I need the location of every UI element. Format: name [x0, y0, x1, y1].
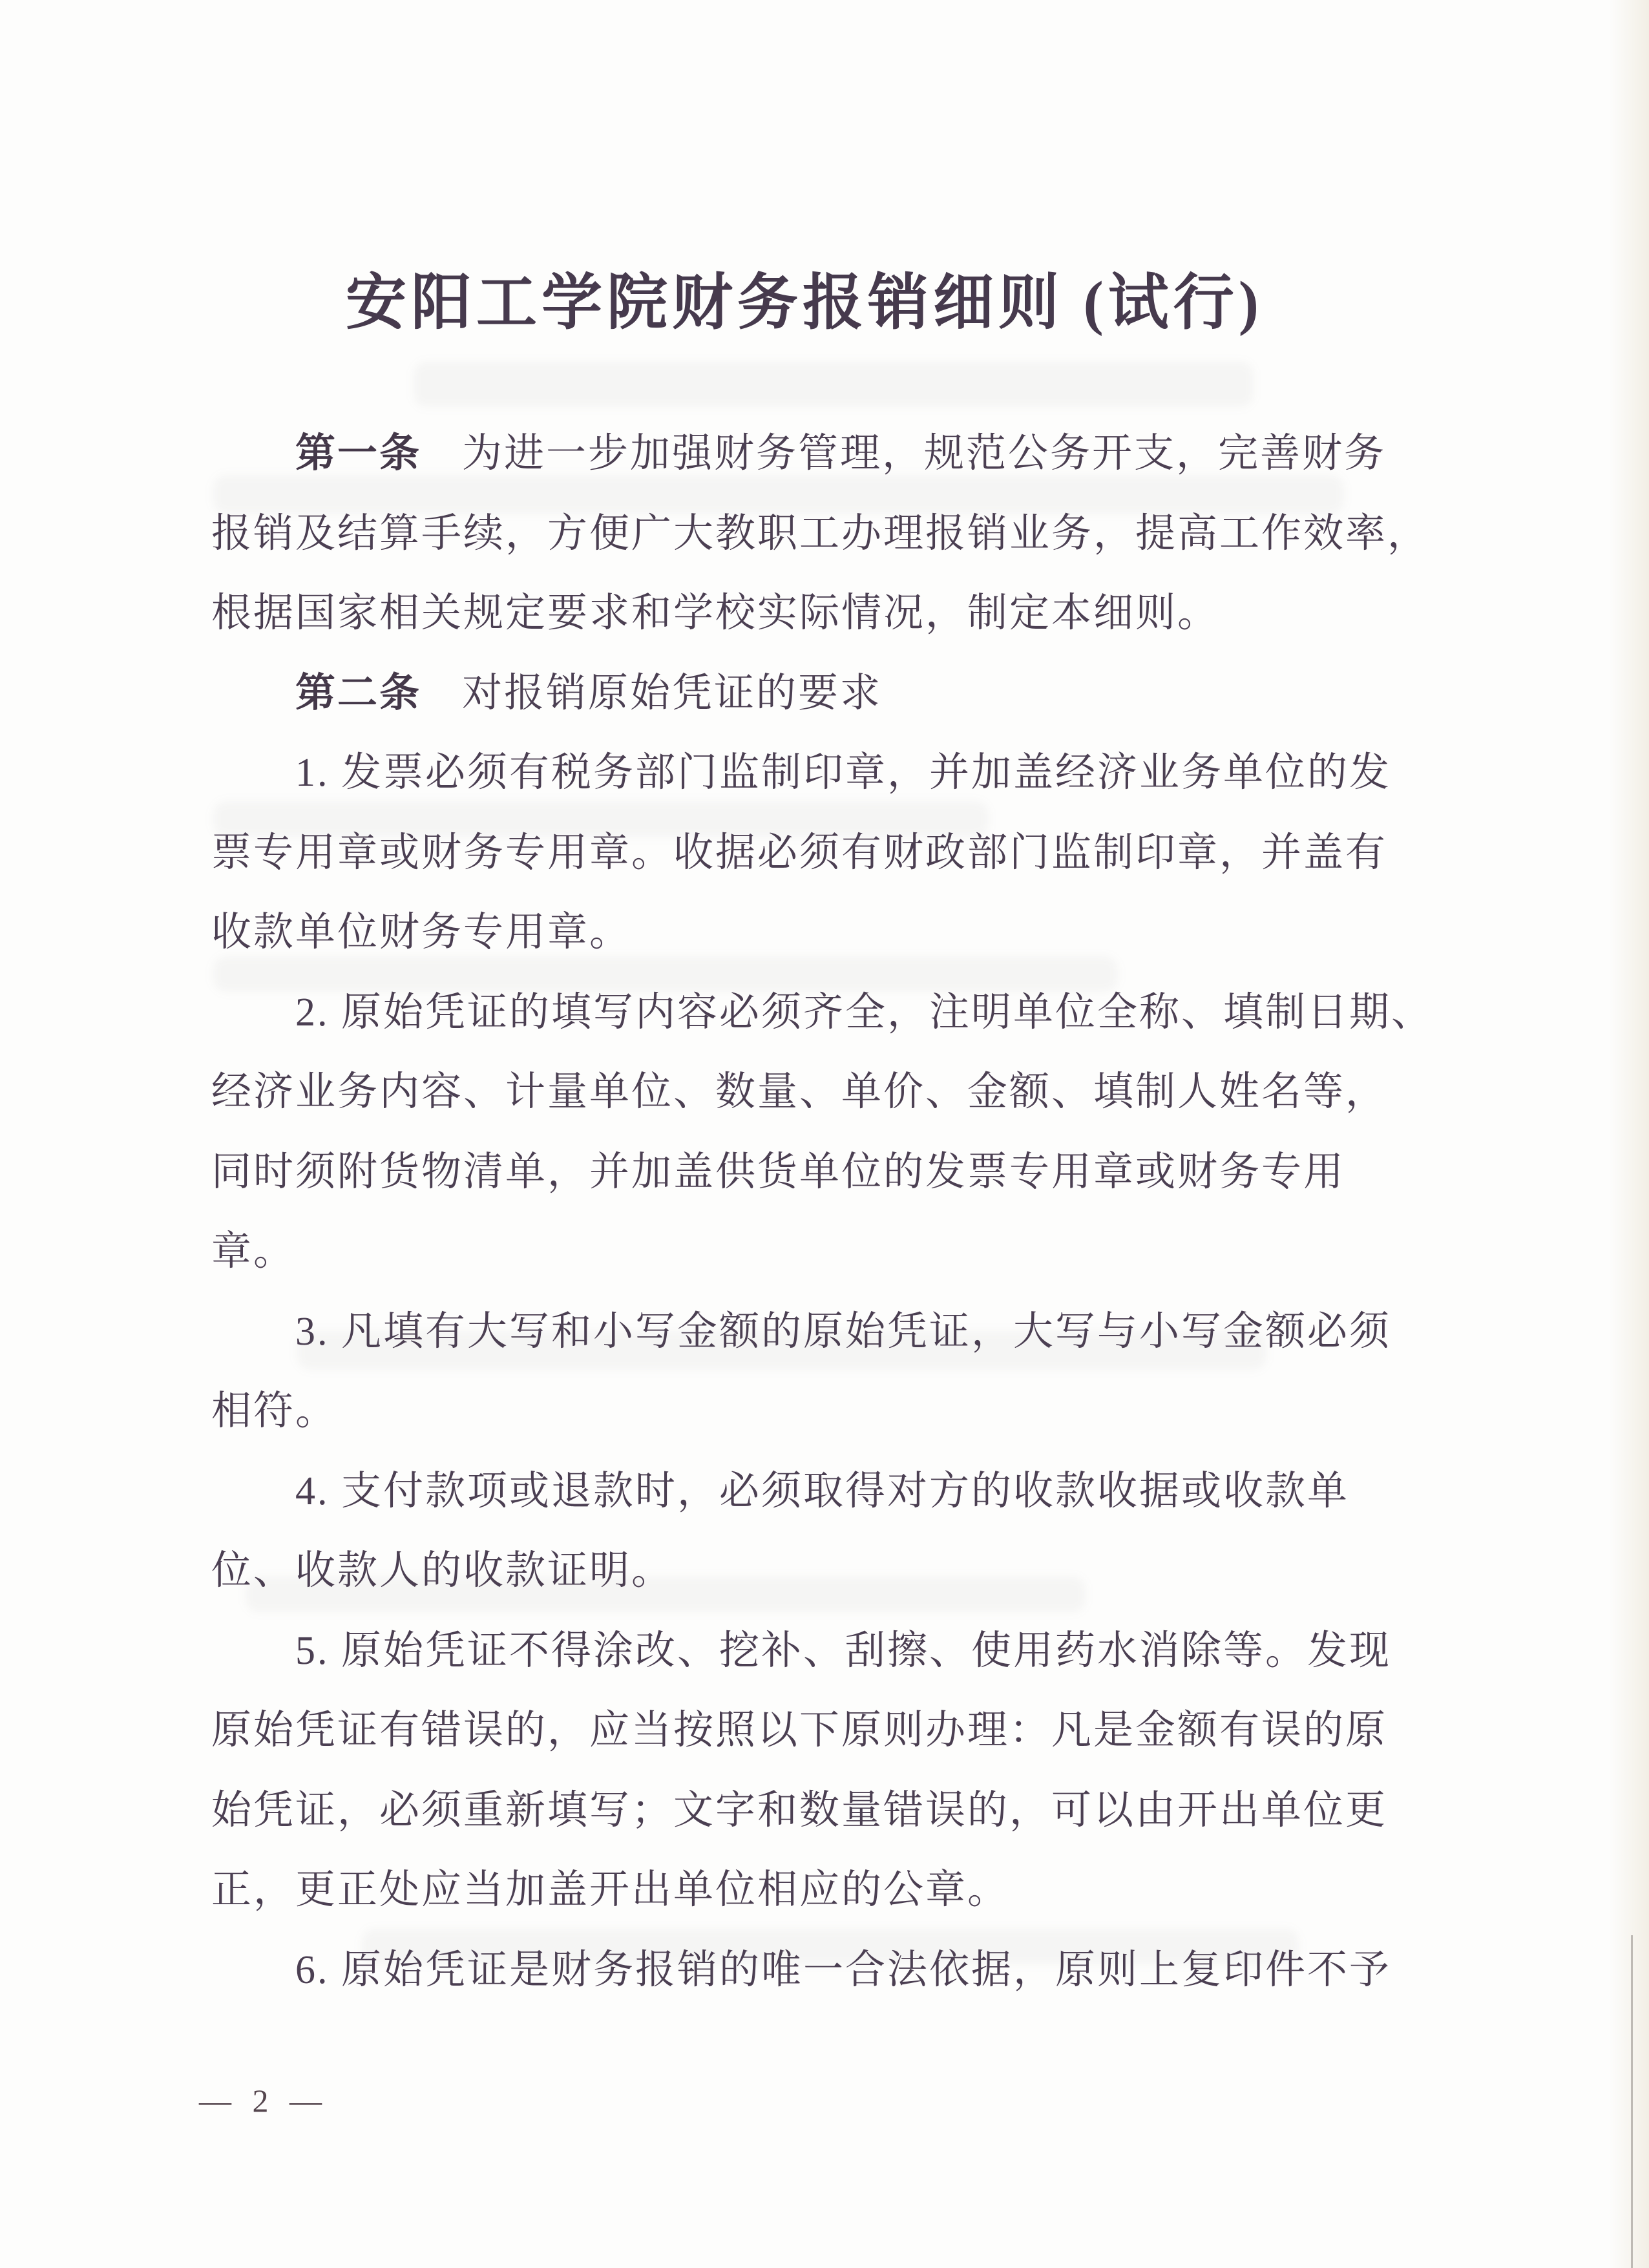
body-line: [211, 1531, 1458, 1612]
document-title: 安阳工学院财务报销细则 (试行): [345, 269, 1264, 337]
body-line: [211, 1212, 1458, 1292]
line-text: 2. 原始凭证的填写内容必须齐全，注明单位全称、填制日期、: [295, 990, 1434, 1034]
body-line: [211, 1372, 1458, 1452]
body-line: [211, 574, 1458, 654]
line-text: 始凭证，必须重新填写；文字和数量错误的，可以由开出单位更: [211, 1788, 1388, 1832]
body-line: [211, 1053, 1458, 1133]
body-line: [211, 1133, 1458, 1213]
line-text: 5. 原始凭证不得涂改、挖补、刮擦、使用药水消除等。发现: [295, 1628, 1392, 1673]
body-line: [211, 1771, 1458, 1851]
line-text: 原始凭证有错误的，应当按照以下原则办理：凡是金额有误的原: [211, 1708, 1388, 1752]
page-edge-line-artifact: [1631, 1935, 1633, 2268]
body-line: [211, 1931, 1458, 2011]
body-line: [211, 893, 1458, 973]
body-line: [211, 1691, 1458, 1771]
line-text: 根据国家相关规定要求和学校实际情况，制定本细则。: [211, 591, 1220, 635]
article-number: 第一条: [295, 432, 422, 476]
line-text: 相符。: [211, 1389, 338, 1433]
body-line: [211, 1452, 1458, 1532]
line-text: 为进一步加强财务管理，规范公务开支，完善财务: [462, 432, 1387, 476]
line-text: 报销及结算手续，方便广大教职工办理报销业务，提高工作效率，: [211, 511, 1430, 556]
body-line: [211, 1612, 1458, 1692]
body-line: [211, 494, 1458, 574]
line-text: 同时须附货物清单，并加盖供货单位的发票专用章或财务专用: [211, 1150, 1346, 1194]
page-number: — 2 —: [199, 2083, 328, 2119]
body-line: [211, 973, 1458, 1053]
document-body: [211, 414, 1458, 2010]
line-text: 位、收款人的收款证明。: [211, 1549, 674, 1593]
line-text: 3. 凡填有大写和小写金额的原始凭证，大写与小写金额必须: [295, 1309, 1392, 1354]
line-text: 4. 支付款项或退款时，必须取得对方的收款收据或收款单: [295, 1469, 1350, 1513]
article-number: 第二条: [295, 671, 422, 715]
line-text: 章。: [211, 1230, 296, 1274]
body-line: [211, 733, 1458, 814]
line-text: 1. 发票必须有税务部门监制印章，并加盖经济业务单位的发: [295, 751, 1392, 795]
line-text: 对报销原始凭证的要求: [462, 671, 883, 715]
line-text: 正，更正处应当加盖开出单位相应的公章。: [211, 1868, 1010, 1912]
line-text: 经济业务内容、计量单位、数量、单价、金额、填制人姓名等，: [211, 1070, 1388, 1114]
scan-bleed-artifact: [414, 362, 1254, 407]
body-line: [211, 1292, 1458, 1372]
line-text: 收款单位财务专用章。: [211, 910, 632, 954]
body-line: [211, 654, 1458, 734]
body-line: [211, 814, 1458, 894]
line-text: 票专用章或财务专用章。收据必须有财政部门监制印章，并盖有: [211, 830, 1388, 875]
line-text: 6. 原始凭证是财务报销的唯一合法依据，原则上复印件不予: [295, 1948, 1392, 1992]
body-line: [211, 1851, 1458, 1931]
body-line: [211, 414, 1458, 494]
